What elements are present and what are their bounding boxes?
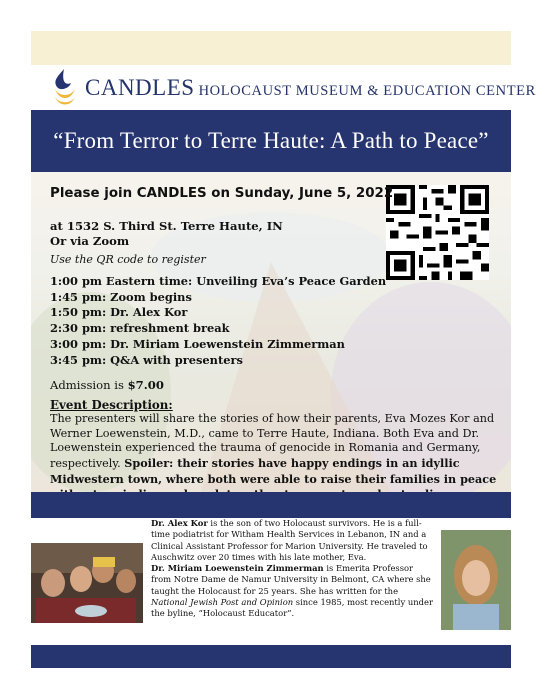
schedule-item: 3:45 pm: Q&A with presenters [50, 352, 243, 367]
publication-name: National Jewish Post and Opinion [151, 597, 294, 608]
event-content [50, 186, 498, 503]
zoom-line: Or via Zoom [50, 234, 130, 248]
title-banner [31, 110, 511, 172]
admission-label: Admission is [50, 378, 128, 393]
zimmerman-bio-tail: since 1985, most recently under the byline, “Holocaust Educator”. [151, 597, 433, 619]
event-description [50, 412, 498, 503]
address-line: at 1532 S. Third St. Terre Haute, IN [50, 219, 283, 233]
event-spoiler: Spoiler: their stories have happy endings in an idyllic Midwestern town, where both were able to raise their families in peace [50, 456, 497, 486]
org-name [85, 75, 536, 101]
bottom-band [31, 645, 511, 668]
schedule-list [50, 274, 498, 368]
presenter-bios [151, 518, 433, 620]
org-name-big: CANDLES [85, 75, 195, 100]
qr-note: Use the QR code to register [50, 253, 206, 266]
org-name-rest: HOLOCAUST MUSEUM & EDUCATION CENTER [198, 83, 536, 99]
header-logo-row [31, 65, 536, 110]
zimmerman-portrait-photo [441, 530, 511, 630]
divider-band [31, 492, 511, 518]
presenters-section [31, 518, 511, 645]
top-cream-band [31, 31, 511, 65]
candles-flame-logo [49, 67, 79, 107]
schedule-item: 1:45 pm: Zoom begins [50, 289, 192, 304]
admission-price: $7.00 [127, 378, 164, 393]
invite-heading: Please join CANDLES on Sunday, June 5, 2022 [50, 186, 394, 201]
zimmerman-name: Dr. Miriam Loewenstein Zimmerman [151, 563, 324, 574]
schedule-item: 2:30 pm: refreshment break [50, 321, 230, 336]
schedule-item: 3:00 pm: Dr. Miriam Loewenstein Zimmerman [50, 336, 345, 351]
schedule-item: 1:50 pm: Dr. Alex Kor [50, 305, 188, 320]
zimmerman-bio: is Emerita Professor from Notre Dame de Namur University in Belmont, CA where she taught the Holocaust for 25 years. She has written for the [151, 563, 431, 596]
event-description-text: The presenters will share the stories of how their parents, Eva Mozes Kor and Werner Loewenstein, M.D., came to Terre Haute, Indiana. Both Eva and Dr. Loewenstein experienced the trauma of genocide in Romania and Germany, respectively. [50, 412, 495, 470]
kor-bio: is the son of two Holocaust survivors. He is a full-time podiatrist for Witham Health Services in Lebanon, IN and a Clinical Assistant Professor for Marion University. He traveled to Auschwitz over 20 times with his late mother, Eva. [151, 518, 428, 562]
admission-line [50, 378, 498, 392]
address-block [50, 219, 498, 249]
kor-name: Dr. Alex Kor [151, 518, 208, 528]
event-description-heading: Event Description: [50, 398, 173, 413]
schedule-item: 1:00 pm Eastern time: Unveiling Eva’s Peace Garden [50, 274, 387, 288]
event-title: “From Terror to Terre Haute: A Path to Peace” [53, 128, 489, 153]
kor-family-photo [31, 543, 143, 623]
